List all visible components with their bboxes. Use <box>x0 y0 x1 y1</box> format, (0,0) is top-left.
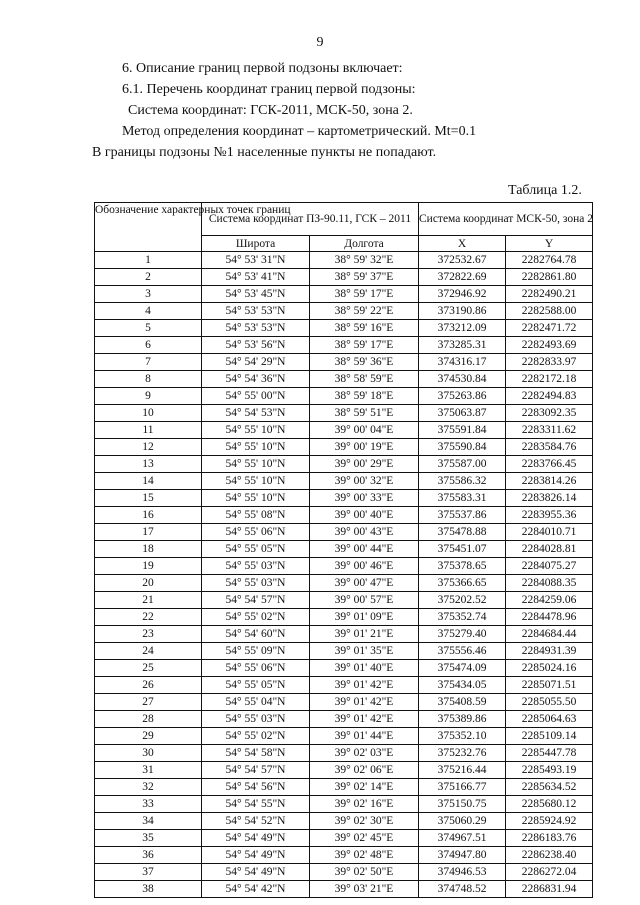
cell-x: 374946.53 <box>419 864 506 881</box>
cell-y: 2282172.18 <box>506 371 593 388</box>
table-row <box>95 660 593 677</box>
cell-y: 2283955.36 <box>506 507 593 524</box>
table-row <box>95 694 593 711</box>
header-latitude: Широта <box>202 236 310 252</box>
cell-x: 375478.88 <box>419 524 506 541</box>
cell-x: 373285.31 <box>419 337 506 354</box>
table-row <box>95 830 593 847</box>
cell-longitude: 39° 01' 42"E <box>310 711 419 728</box>
cell-x: 372532.67 <box>419 252 506 269</box>
cell-y: 2285064.63 <box>506 711 593 728</box>
table-row <box>95 303 593 320</box>
table-row <box>95 813 593 830</box>
cell-y: 2286831.94 <box>506 881 593 898</box>
table-row <box>95 354 593 371</box>
cell-longitude: 38° 58' 59"E <box>310 371 419 388</box>
header-point-designation: Обозначение характерных точек границ <box>95 203 202 252</box>
cell-y: 2284075.27 <box>506 558 593 575</box>
cell-y: 2285924.92 <box>506 813 593 830</box>
cell-point-number: 7 <box>95 354 202 371</box>
cell-longitude: 39° 01' 40"E <box>310 660 419 677</box>
cell-y: 2284684.44 <box>506 626 593 643</box>
cell-latitude: 54° 54' 58"N <box>202 745 310 762</box>
table-row <box>95 626 593 643</box>
cell-latitude: 54° 54' 36"N <box>202 371 310 388</box>
table-row <box>95 728 593 745</box>
table-row <box>95 507 593 524</box>
cell-y: 2283766.45 <box>506 456 593 473</box>
table-row <box>95 541 593 558</box>
cell-point-number: 6 <box>95 337 202 354</box>
cell-y: 2282588.00 <box>506 303 593 320</box>
cell-y: 2285109.14 <box>506 728 593 745</box>
table-row <box>95 456 593 473</box>
cell-latitude: 54° 53' 41"N <box>202 269 310 286</box>
cell-x: 375378.65 <box>419 558 506 575</box>
cell-point-number: 4 <box>95 303 202 320</box>
cell-longitude: 39° 01' 35"E <box>310 643 419 660</box>
cell-x: 375591.84 <box>419 422 506 439</box>
cell-latitude: 54° 55' 03"N <box>202 575 310 592</box>
cell-longitude: 39° 00' 57"E <box>310 592 419 609</box>
cell-longitude: 39° 01' 42"E <box>310 694 419 711</box>
table-row <box>95 286 593 303</box>
cell-point-number: 33 <box>95 796 202 813</box>
table-row <box>95 847 593 864</box>
cell-x: 375537.86 <box>419 507 506 524</box>
cell-x: 375590.84 <box>419 439 506 456</box>
cell-point-number: 34 <box>95 813 202 830</box>
table-row <box>95 677 593 694</box>
header-y: Y <box>506 236 593 252</box>
table-title: Таблица 1.2. <box>508 183 582 198</box>
cell-latitude: 54° 55' 09"N <box>202 643 310 660</box>
cell-longitude: 39° 00' 32"E <box>310 473 419 490</box>
cell-longitude: 39° 02' 48"E <box>310 847 419 864</box>
cell-longitude: 39° 01' 21"E <box>310 626 419 643</box>
table-row <box>95 711 593 728</box>
header-longitude: Долгота <box>310 236 419 252</box>
cell-point-number: 18 <box>95 541 202 558</box>
cell-x: 375202.52 <box>419 592 506 609</box>
cell-longitude: 38° 59' 51"E <box>310 405 419 422</box>
cell-latitude: 54° 54' 42"N <box>202 881 310 898</box>
cell-longitude: 38° 59' 32"E <box>310 252 419 269</box>
cell-longitude: 39° 02' 45"E <box>310 830 419 847</box>
cell-point-number: 30 <box>95 745 202 762</box>
cell-point-number: 1 <box>95 252 202 269</box>
table-row <box>95 609 593 626</box>
cell-latitude: 54° 54' 53"N <box>202 405 310 422</box>
table-row <box>95 558 593 575</box>
cell-point-number: 32 <box>95 779 202 796</box>
cell-longitude: 39° 01' 09"E <box>310 609 419 626</box>
cell-point-number: 10 <box>95 405 202 422</box>
cell-y: 2284478.96 <box>506 609 593 626</box>
cell-longitude: 39° 00' 43"E <box>310 524 419 541</box>
cell-longitude: 39° 02' 06"E <box>310 762 419 779</box>
table-row <box>95 490 593 507</box>
cell-x: 375366.65 <box>419 575 506 592</box>
cell-point-number: 16 <box>95 507 202 524</box>
cell-longitude: 39° 00' 33"E <box>310 490 419 507</box>
cell-latitude: 54° 55' 02"N <box>202 728 310 745</box>
cell-x: 374530.84 <box>419 371 506 388</box>
table-row <box>95 371 593 388</box>
paragraph-section-6-1: 6.1. Перечень координат границ первой подзоны: <box>122 82 416 97</box>
cell-x: 375063.87 <box>419 405 506 422</box>
table-row <box>95 796 593 813</box>
header-x: X <box>419 236 506 252</box>
cell-latitude: 54° 55' 03"N <box>202 711 310 728</box>
cell-x: 374967.51 <box>419 830 506 847</box>
cell-latitude: 54° 54' 49"N <box>202 847 310 864</box>
cell-latitude: 54° 55' 06"N <box>202 524 310 541</box>
cell-point-number: 13 <box>95 456 202 473</box>
cell-y: 2284259.06 <box>506 592 593 609</box>
table-row <box>95 439 593 456</box>
cell-longitude: 38° 59' 37"E <box>310 269 419 286</box>
cell-y: 2282490.21 <box>506 286 593 303</box>
cell-point-number: 20 <box>95 575 202 592</box>
cell-y: 2283814.26 <box>506 473 593 490</box>
cell-point-number: 14 <box>95 473 202 490</box>
cell-latitude: 54° 55' 06"N <box>202 660 310 677</box>
table-row <box>95 405 593 422</box>
coordinates-table <box>94 202 593 898</box>
cell-x: 375586.32 <box>419 473 506 490</box>
cell-longitude: 39° 00' 29"E <box>310 456 419 473</box>
cell-x: 375263.86 <box>419 388 506 405</box>
cell-longitude: 38° 59' 36"E <box>310 354 419 371</box>
cell-x: 375232.76 <box>419 745 506 762</box>
cell-x: 375389.86 <box>419 711 506 728</box>
cell-y: 2283311.62 <box>506 422 593 439</box>
table-row <box>95 643 593 660</box>
cell-y: 2283826.14 <box>506 490 593 507</box>
cell-x: 375434.05 <box>419 677 506 694</box>
table-row <box>95 779 593 796</box>
cell-x: 374316.17 <box>419 354 506 371</box>
table-row <box>95 762 593 779</box>
cell-x: 372946.92 <box>419 286 506 303</box>
table-row <box>95 252 593 269</box>
cell-point-number: 21 <box>95 592 202 609</box>
cell-x: 375216.44 <box>419 762 506 779</box>
cell-point-number: 19 <box>95 558 202 575</box>
paragraph-section-6: 6. Описание границ первой подзоны включает: <box>122 61 403 76</box>
cell-y: 2282833.97 <box>506 354 593 371</box>
cell-y: 2285024.16 <box>506 660 593 677</box>
cell-x: 372822.69 <box>419 269 506 286</box>
table-row <box>95 388 593 405</box>
cell-longitude: 39° 02' 30"E <box>310 813 419 830</box>
cell-latitude: 54° 54' 29"N <box>202 354 310 371</box>
header-system-msk50: Система координат МСК-50, зона 2 <box>419 203 593 236</box>
cell-longitude: 39° 02' 50"E <box>310 864 419 881</box>
cell-x: 375474.09 <box>419 660 506 677</box>
cell-x: 373190.86 <box>419 303 506 320</box>
cell-latitude: 54° 53' 45"N <box>202 286 310 303</box>
cell-latitude: 54° 55' 10"N <box>202 422 310 439</box>
cell-point-number: 2 <box>95 269 202 286</box>
cell-y: 2284931.39 <box>506 643 593 660</box>
cell-point-number: 23 <box>95 626 202 643</box>
cell-longitude: 39° 00' 44"E <box>310 541 419 558</box>
cell-point-number: 11 <box>95 422 202 439</box>
table-row <box>95 269 593 286</box>
cell-longitude: 39° 00' 46"E <box>310 558 419 575</box>
cell-point-number: 24 <box>95 643 202 660</box>
cell-latitude: 54° 54' 57"N <box>202 592 310 609</box>
cell-latitude: 54° 53' 56"N <box>202 337 310 354</box>
cell-x: 375587.00 <box>419 456 506 473</box>
cell-latitude: 54° 54' 60"N <box>202 626 310 643</box>
cell-longitude: 38° 59' 17"E <box>310 337 419 354</box>
cell-longitude: 38° 59' 22"E <box>310 303 419 320</box>
cell-latitude: 54° 54' 49"N <box>202 864 310 881</box>
cell-latitude: 54° 55' 03"N <box>202 558 310 575</box>
table-row <box>95 592 593 609</box>
cell-x: 375556.46 <box>419 643 506 660</box>
cell-point-number: 26 <box>95 677 202 694</box>
cell-y: 2285680.12 <box>506 796 593 813</box>
cell-x: 374947.80 <box>419 847 506 864</box>
cell-x: 374748.52 <box>419 881 506 898</box>
cell-longitude: 39° 00' 04"E <box>310 422 419 439</box>
cell-y: 2285493.19 <box>506 762 593 779</box>
cell-point-number: 5 <box>95 320 202 337</box>
cell-latitude: 54° 55' 10"N <box>202 490 310 507</box>
cell-x: 375583.31 <box>419 490 506 507</box>
cell-latitude: 54° 53' 53"N <box>202 303 310 320</box>
cell-point-number: 22 <box>95 609 202 626</box>
cell-latitude: 54° 53' 53"N <box>202 320 310 337</box>
cell-x: 375166.77 <box>419 779 506 796</box>
paragraph-method: Метод определения координат – картометрический. Mt=0.1 <box>122 124 477 139</box>
table-row <box>95 320 593 337</box>
cell-point-number: 35 <box>95 830 202 847</box>
paragraph-settlements: В границы подзоны №1 населенные пункты не попадают. <box>92 145 437 160</box>
cell-y: 2284010.71 <box>506 524 593 541</box>
cell-latitude: 54° 54' 57"N <box>202 762 310 779</box>
cell-longitude: 38° 59' 16"E <box>310 320 419 337</box>
cell-point-number: 29 <box>95 728 202 745</box>
cell-point-number: 28 <box>95 711 202 728</box>
cell-y: 2285447.78 <box>506 745 593 762</box>
cell-x: 375352.74 <box>419 609 506 626</box>
cell-latitude: 54° 53' 31"N <box>202 252 310 269</box>
cell-y: 2284028.81 <box>506 541 593 558</box>
cell-y: 2285055.50 <box>506 694 593 711</box>
table-row <box>95 524 593 541</box>
page-number: 9 <box>316 35 324 50</box>
cell-y: 2282764.78 <box>506 252 593 269</box>
cell-x: 373212.09 <box>419 320 506 337</box>
cell-point-number: 27 <box>95 694 202 711</box>
cell-y: 2286238.40 <box>506 847 593 864</box>
cell-longitude: 39° 01' 42"E <box>310 677 419 694</box>
table-row <box>95 745 593 762</box>
paragraph-coordinate-system: Система координат: ГСК-2011, МСК-50, зона 2. <box>128 103 413 118</box>
cell-x: 375352.10 <box>419 728 506 745</box>
table-row <box>95 881 593 898</box>
cell-latitude: 54° 55' 04"N <box>202 694 310 711</box>
cell-latitude: 54° 55' 08"N <box>202 507 310 524</box>
cell-latitude: 54° 54' 52"N <box>202 813 310 830</box>
cell-latitude: 54° 54' 56"N <box>202 779 310 796</box>
cell-latitude: 54° 55' 10"N <box>202 473 310 490</box>
cell-x: 375451.07 <box>419 541 506 558</box>
cell-y: 2286272.04 <box>506 864 593 881</box>
table-row <box>95 337 593 354</box>
cell-latitude: 54° 54' 55"N <box>202 796 310 813</box>
cell-y: 2282471.72 <box>506 320 593 337</box>
cell-x: 375408.59 <box>419 694 506 711</box>
cell-y: 2283092.35 <box>506 405 593 422</box>
cell-x: 375060.29 <box>419 813 506 830</box>
cell-longitude: 39° 02' 14"E <box>310 779 419 796</box>
cell-point-number: 8 <box>95 371 202 388</box>
header-system-pz90: Система координат ПЗ-90.11, ГСК – 2011 <box>202 203 419 236</box>
cell-longitude: 39° 03' 21"E <box>310 881 419 898</box>
cell-point-number: 3 <box>95 286 202 303</box>
cell-point-number: 37 <box>95 864 202 881</box>
cell-point-number: 12 <box>95 439 202 456</box>
cell-y: 2282861.80 <box>506 269 593 286</box>
cell-point-number: 25 <box>95 660 202 677</box>
cell-point-number: 38 <box>95 881 202 898</box>
cell-longitude: 39° 00' 47"E <box>310 575 419 592</box>
cell-latitude: 54° 55' 05"N <box>202 677 310 694</box>
cell-y: 2286183.76 <box>506 830 593 847</box>
table-row <box>95 864 593 881</box>
cell-y: 2283584.76 <box>506 439 593 456</box>
cell-latitude: 54° 55' 00"N <box>202 388 310 405</box>
cell-longitude: 39° 00' 19"E <box>310 439 419 456</box>
cell-y: 2282494.83 <box>506 388 593 405</box>
cell-point-number: 17 <box>95 524 202 541</box>
cell-longitude: 39° 00' 40"E <box>310 507 419 524</box>
table-row <box>95 422 593 439</box>
cell-longitude: 38° 59' 18"E <box>310 388 419 405</box>
cell-x: 375150.75 <box>419 796 506 813</box>
cell-latitude: 54° 55' 05"N <box>202 541 310 558</box>
table-row <box>95 575 593 592</box>
cell-latitude: 54° 55' 02"N <box>202 609 310 626</box>
cell-point-number: 36 <box>95 847 202 864</box>
cell-longitude: 39° 01' 44"E <box>310 728 419 745</box>
cell-latitude: 54° 55' 10"N <box>202 439 310 456</box>
cell-y: 2282493.69 <box>506 337 593 354</box>
cell-point-number: 31 <box>95 762 202 779</box>
cell-y: 2285634.52 <box>506 779 593 796</box>
cell-latitude: 54° 55' 10"N <box>202 456 310 473</box>
cell-y: 2285071.51 <box>506 677 593 694</box>
cell-latitude: 54° 54' 49"N <box>202 830 310 847</box>
cell-point-number: 9 <box>95 388 202 405</box>
table-body <box>95 252 593 898</box>
cell-y: 2284088.35 <box>506 575 593 592</box>
cell-longitude: 38° 59' 17"E <box>310 286 419 303</box>
table-header-row <box>95 203 593 236</box>
cell-point-number: 15 <box>95 490 202 507</box>
table-row <box>95 473 593 490</box>
cell-x: 375279.40 <box>419 626 506 643</box>
cell-longitude: 39° 02' 03"E <box>310 745 419 762</box>
cell-longitude: 39° 02' 16"E <box>310 796 419 813</box>
